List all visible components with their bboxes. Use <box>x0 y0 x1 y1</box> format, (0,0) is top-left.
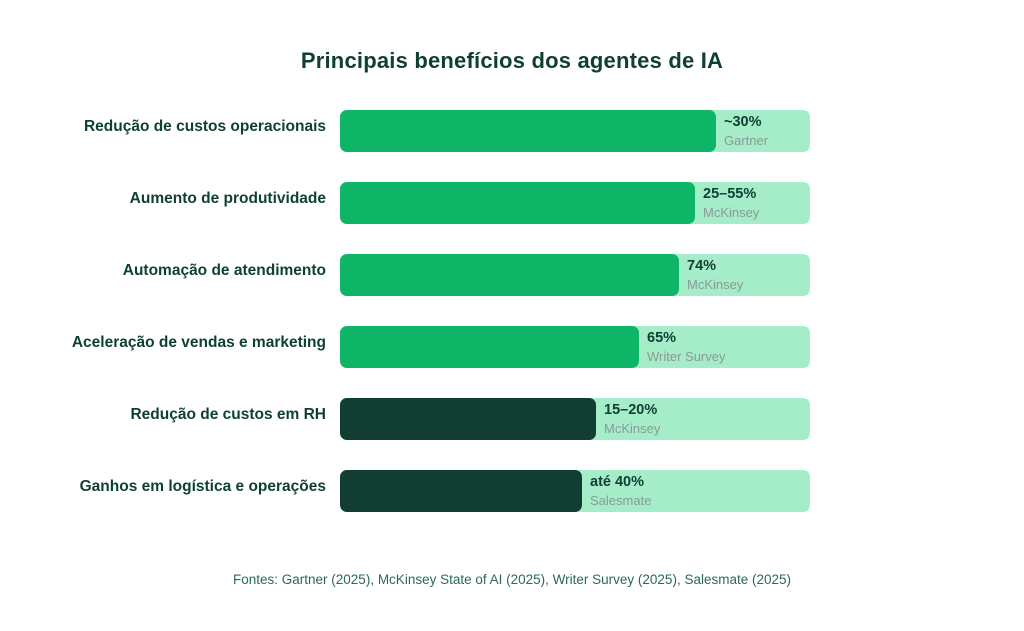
bar-fill <box>340 326 639 368</box>
bar-track-area <box>340 320 810 392</box>
bar-category-label: Redução de custos operacionais <box>83 118 326 135</box>
bar-row <box>0 248 1024 320</box>
bar-value-label: 25–55% <box>703 185 757 202</box>
bar-category-label: Redução de custos em RH <box>130 406 326 423</box>
bar-source-label: McKinsey <box>604 420 661 436</box>
bar-fill <box>340 398 596 440</box>
page-title: Principais benefícios dos agentes de IA <box>300 48 724 73</box>
bar-rows <box>0 104 1024 536</box>
bar-source-label: McKinsey <box>687 276 744 292</box>
bar-category-label: Aumento de produtividade <box>129 190 326 207</box>
bar-category-label: Ganhos em logística e operações <box>79 478 326 495</box>
bar-row <box>0 464 1024 536</box>
bar-value-label: 65% <box>647 329 677 346</box>
bar-value-block <box>639 326 726 368</box>
bar-track-area <box>340 104 810 176</box>
bar-value-block <box>695 182 759 224</box>
bar-source-label: Salesmate <box>590 492 652 508</box>
bar-track-area <box>340 464 810 536</box>
bar-track-area <box>340 176 810 248</box>
bar-source-label: Writer Survey <box>647 348 726 364</box>
bar-value-block <box>582 470 651 512</box>
bar-source-label: McKinsey <box>703 204 760 220</box>
bar-row <box>0 392 1024 464</box>
bar-fill <box>340 470 582 512</box>
bar-value-label: 15–20% <box>604 401 658 418</box>
sources-footnote: Fontes: Gartner (2025), McKinsey State of AI (2025), Writer Survey (2025), Salesmate (2025) <box>233 572 791 587</box>
bar-row <box>0 176 1024 248</box>
bar-value-block <box>596 398 660 440</box>
bar-category-label: Aceleração de vendas e marketing <box>71 334 326 351</box>
bar-track-area <box>340 248 810 320</box>
bar-track-area <box>340 392 810 464</box>
bar-row <box>0 320 1024 392</box>
bar-source-label: Gartner <box>724 132 769 148</box>
bar-row <box>0 104 1024 176</box>
bar-value-block <box>716 110 768 152</box>
bar-category-label: Automação de atendimento <box>122 262 326 279</box>
bar-fill <box>340 110 716 152</box>
bar-value-label: 74% <box>687 257 717 274</box>
bar-fill <box>340 182 695 224</box>
bar-value-block <box>679 254 743 296</box>
bar-value-label: ~30% <box>724 113 762 130</box>
bar-fill <box>340 254 679 296</box>
bar-value-label: até 40% <box>590 473 645 490</box>
